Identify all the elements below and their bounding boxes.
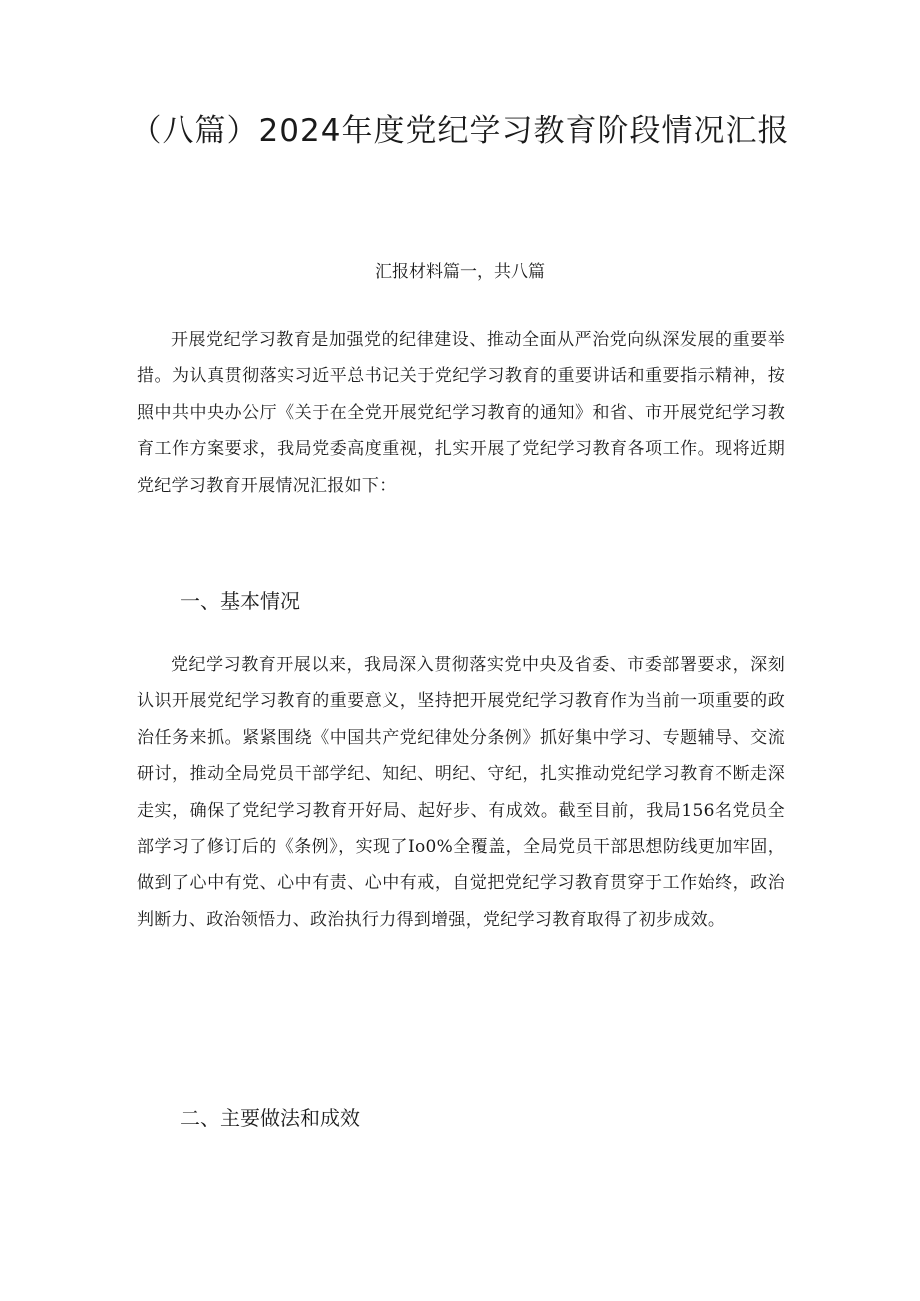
document-subtitle: 汇报材料篇一，共八篇: [375, 262, 545, 282]
document-title: （八篇）2024年度党纪学习教育阶段情况汇报: [130, 113, 790, 149]
basic-situation-paragraph: 党纪学习教育开展以来，我局深入贯彻落实党中央及省委、市委部署要求，深刻认识开展党纪学习教育的重要意义，坚持把开展党纪学习教育作为当前一项重要的政治任务来抓。紧紧围绕《中国共产党纪律处分条例》抓好集中学习、专题辅导、交流研讨，推动全局党员干部学纪、知纪、明纪、守纪，扎实推动党纪学习教育不断走深走实，确保了党纪学习教育开好局、起好步、有成效。截至目前，我局156名党员全部学习了修订后的《条例》，实现了Io0%全覆盖，全局党员干部思想防线更加牢固，做到了心中有党、心中有责、心中有戒，自觉把党纪学习教育贯穿于工作始终，政治判断力、政治领悟力、政治执行力得到增强，党纪学习教育取得了初步成效。: [137, 655, 785, 930]
section-heading-basic-situation: 一、基本情况: [180, 589, 300, 613]
section-heading-main-practices: 二、主要做法和成效: [180, 1106, 360, 1130]
intro-paragraph: 开展党纪学习教育是加强党的纪律建设、推动全面从严治党向纵深发展的重要举措。为认真贯彻落实习近平总书记关于党纪学习教育的重要讲话和重要指示精神，按照中共中央办公厅《关于在全党开展党纪学习教育的通知》和省、市开展党纪学习教育工作方案要求，我局党委高度重视，扎实开展了党纪学习教育各项工作。现将近期党纪学习教育开展情况汇报如下：: [137, 330, 785, 496]
